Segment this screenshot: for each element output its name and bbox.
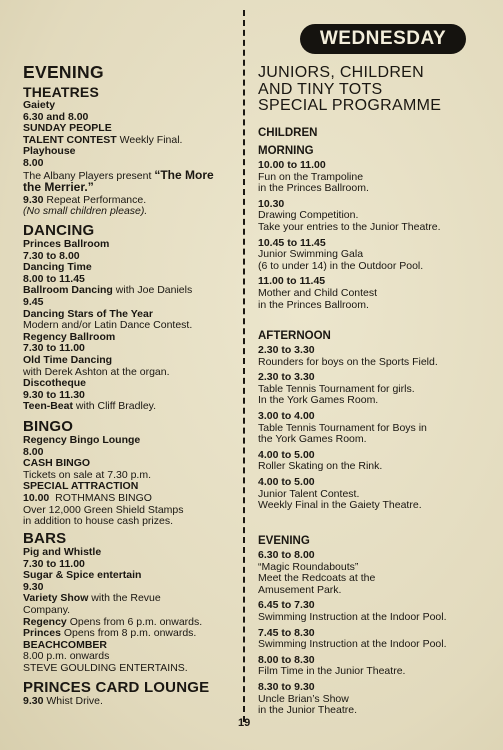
- schedule-description: Weekly Final in the Gaiety Theatre.: [258, 499, 422, 512]
- column-divider: [243, 10, 245, 722]
- schedule-time: 8.00 to 8.30: [258, 653, 315, 666]
- cash-bingo: CASH BINGO: [23, 457, 91, 470]
- beachcomber-time: 8.00 p.m. onwards: [23, 650, 110, 663]
- schedule-description: Roller Skating on the Rink.: [258, 460, 383, 473]
- schedule-item: [258, 411, 438, 446]
- pig-time: 7.30 to 11.00: [23, 557, 85, 570]
- schedule-time: 8.30 to 9.30: [258, 680, 315, 693]
- bars-time-930: 9.30: [23, 580, 44, 593]
- cash-prizes: in addition to house cash prizes.: [23, 515, 174, 528]
- princes-ballroom: Princes Ballroom: [23, 238, 110, 250]
- schedule-description: Mother and Child Contest: [258, 286, 378, 299]
- schedule-item: [258, 655, 447, 678]
- schedule-description: Amusement Park.: [258, 583, 342, 596]
- schedule-item: [258, 550, 447, 596]
- rothmans-line: [23, 493, 184, 505]
- bingo-time-800: 8.00: [23, 445, 44, 458]
- dancing-time-hours: 8.00 to 11.45: [23, 272, 85, 285]
- schedule-description: Uncle Brian’s Show: [258, 692, 349, 705]
- pig-and-whistle: Pig and Whistle: [23, 546, 102, 558]
- steve-goulding: STEVE GOULDING ENTERTAINS.: [23, 661, 188, 674]
- juniors-title-3: SPECIAL PROGRAMME: [258, 97, 442, 114]
- sugar-and-spice: Sugar & Spice entertain: [23, 569, 142, 582]
- old-time-dancing: Old Time Dancing: [23, 353, 113, 366]
- schedule-description: Rounders for boys on the Sports Field.: [258, 355, 438, 368]
- teen-beat-with: with Cliff Bradley.: [72, 400, 157, 413]
- evening-section: [23, 63, 214, 218]
- bingo-section: [23, 419, 184, 528]
- schedule-description: Film Time in the Junior Theatre.: [258, 665, 406, 678]
- afternoon-section: [258, 330, 438, 512]
- schedule-description: in the Princes Ballroom.: [258, 182, 369, 195]
- albany-play-title: “The More: [154, 167, 214, 182]
- children-section: [258, 127, 317, 140]
- princes-time: 7.30 to 8.00: [23, 249, 80, 262]
- bingo-heading: BINGO: [23, 418, 74, 435]
- albany-text: The Albany Players present: [23, 169, 155, 182]
- evening-kids-heading: EVENING: [258, 535, 310, 547]
- rothmans-bingo: ROTHMANS BINGO: [49, 491, 152, 504]
- bingo-tickets: Tickets on sale at 7.30 p.m.: [23, 468, 152, 481]
- card-lounge-section: [23, 680, 209, 708]
- sunday-people: SUNDAY PEOPLE: [23, 122, 112, 135]
- schedule-description: Swimming Instruction at the Indoor Pool.: [258, 638, 447, 651]
- dancing-heading: DANCING: [23, 222, 95, 239]
- whist-line: [23, 696, 209, 708]
- gaiety-times: 6.30 and 8.00: [23, 110, 89, 123]
- dancing-stars-desc: Modern and/or Latin Dance Contest.: [23, 319, 193, 332]
- evening-heading: EVENING: [23, 62, 104, 82]
- regency-opens: Opens from 6 p.m. onwards.: [66, 615, 203, 628]
- whist-time: 9.30: [23, 695, 44, 707]
- schedule-time: 4.00 to 5.00: [258, 475, 315, 488]
- dancing-stars: Dancing Stars of The Year: [23, 307, 153, 320]
- repeat-time: 9.30: [23, 193, 44, 206]
- albany-play-title-2: the Merrier.”: [23, 180, 94, 195]
- schedule-time: 11.00 to 11.45: [258, 275, 326, 288]
- regency-bar: Regency: [23, 615, 67, 628]
- schedule-description: In the York Games Room.: [258, 394, 379, 407]
- green-shield-stamps: Over 12,000 Green Shield Stamps: [23, 503, 184, 516]
- bars-section: [23, 531, 202, 675]
- repeat-text: Repeat Performance.: [43, 193, 147, 206]
- schedule-item: [258, 477, 438, 512]
- teen-beat-line: [23, 401, 192, 413]
- schedule-description: Drawing Competition.: [258, 209, 359, 222]
- schedule-time: 10.00 to 11.00: [258, 159, 326, 171]
- schedule-description: Fun on the Trampoline: [258, 170, 364, 183]
- theatres-heading: THEATRES: [23, 84, 100, 100]
- schedule-time: 10.45 to 11.45: [258, 236, 326, 249]
- schedule-item: [258, 160, 441, 195]
- schedule-item: [258, 600, 447, 623]
- regency-bingo: Regency Bingo Lounge: [23, 434, 141, 446]
- dancing-section: [23, 223, 192, 413]
- princes-bar: Princes: [23, 627, 61, 640]
- regency-time: 7.30 to 11.00: [23, 342, 85, 355]
- schedule-item: [258, 276, 441, 311]
- variety-with: with the Revue: [88, 592, 161, 605]
- ballroom-dancing-line: [23, 285, 192, 297]
- no-small-children-note: (No small children please).: [23, 205, 148, 218]
- evening-kids-section: [258, 535, 447, 717]
- schedule-description: Swimming Instruction at the Indoor Pool.: [258, 610, 447, 623]
- schedule-time: 2.30 to 3.30: [258, 344, 315, 356]
- dancing-time: Dancing Time: [23, 261, 92, 274]
- schedule-description: Junior Talent Contest.: [258, 487, 360, 500]
- day-badge: WEDNESDAY: [300, 24, 466, 54]
- schedule-description: the York Games Room.: [258, 433, 367, 446]
- playhouse-time: 8.00: [23, 156, 44, 169]
- schedule-time: 6.45 to 7.30: [258, 599, 315, 612]
- schedule-description: “Magic Roundabouts”: [258, 560, 359, 573]
- card-lounge-heading: PRINCES CARD LOUNGE: [23, 679, 210, 696]
- schedule-time: 3.00 to 4.00: [258, 409, 315, 422]
- schedule-time: 7.45 to 8.30: [258, 626, 315, 639]
- children-heading: CHILDREN: [258, 127, 318, 139]
- special-attraction: SPECIAL ATTRACTION: [23, 480, 139, 493]
- weekly-final: Weekly Final.: [116, 133, 183, 146]
- ballroom-dancing: Ballroom Dancing: [23, 284, 113, 297]
- teen-beat: Teen-Beat: [23, 400, 73, 413]
- schedule-item: [258, 628, 447, 651]
- whist-drive: Whist Drive.: [43, 695, 103, 707]
- juniors-title: [258, 65, 441, 115]
- schedule-description: (6 to under 14) in the Outdoor Pool.: [258, 259, 424, 272]
- afternoon-heading: AFTERNOON: [258, 330, 331, 342]
- schedule-description: in the Junior Theatre.: [258, 704, 358, 717]
- time-945: 9.45: [23, 295, 44, 308]
- schedule-time: 10.30: [258, 197, 285, 210]
- schedule-description: in the Princes Ballroom.: [258, 298, 369, 311]
- juniors-title-1: JUNIORS, CHILDREN: [258, 64, 425, 81]
- disco-time: 9.30 to 11.30: [23, 388, 85, 401]
- schedule-description: Table Tennis Tournament for Boys in: [258, 421, 427, 434]
- gaiety-venue: Gaiety: [23, 99, 56, 111]
- variety-show: Variety Show: [23, 592, 89, 605]
- revue-company: Company.: [23, 603, 71, 616]
- schedule-time: 6.30 to 8.00: [258, 549, 315, 561]
- morning-heading: MORNING: [258, 145, 314, 157]
- princes-opens: Opens from 8 p.m. onwards.: [60, 627, 197, 640]
- princes-opens-line: [23, 628, 202, 640]
- schedule-item: [258, 450, 438, 473]
- juniors-title-2: AND TINY TOTS: [258, 80, 383, 98]
- page-number: 19: [238, 717, 251, 729]
- schedule-item: [258, 682, 447, 717]
- schedule-item: [258, 345, 438, 368]
- schedule-time: 2.30 to 3.30: [258, 371, 315, 384]
- discotheque: Discotheque: [23, 377, 87, 390]
- schedule-description: Meet the Redcoats at the: [258, 572, 376, 585]
- schedule-item: [258, 238, 441, 273]
- bars-heading: BARS: [23, 530, 67, 547]
- schedule-description: Table Tennis Tournament for girls.: [258, 382, 415, 395]
- morning-section: [258, 145, 441, 311]
- schedule-description: Junior Swimming Gala: [258, 248, 364, 261]
- talent-contest: TALENT CONTEST: [23, 133, 117, 146]
- schedule-item: [258, 372, 438, 407]
- regency-ballroom: Regency Ballroom: [23, 330, 116, 343]
- schedule-time: 4.00 to 5.00: [258, 448, 315, 461]
- schedule-item: [258, 199, 441, 234]
- playhouse-venue: Playhouse: [23, 145, 76, 158]
- bingo-time-1000: 10.00: [23, 491, 50, 504]
- schedule-description: Take your entries to the Junior Theatre.: [258, 220, 441, 233]
- with-joe: with Joe Daniels: [112, 284, 193, 297]
- beachcomber: BEACHCOMBER: [23, 638, 107, 651]
- old-time-desc: with Derek Ashton at the organ.: [23, 365, 170, 378]
